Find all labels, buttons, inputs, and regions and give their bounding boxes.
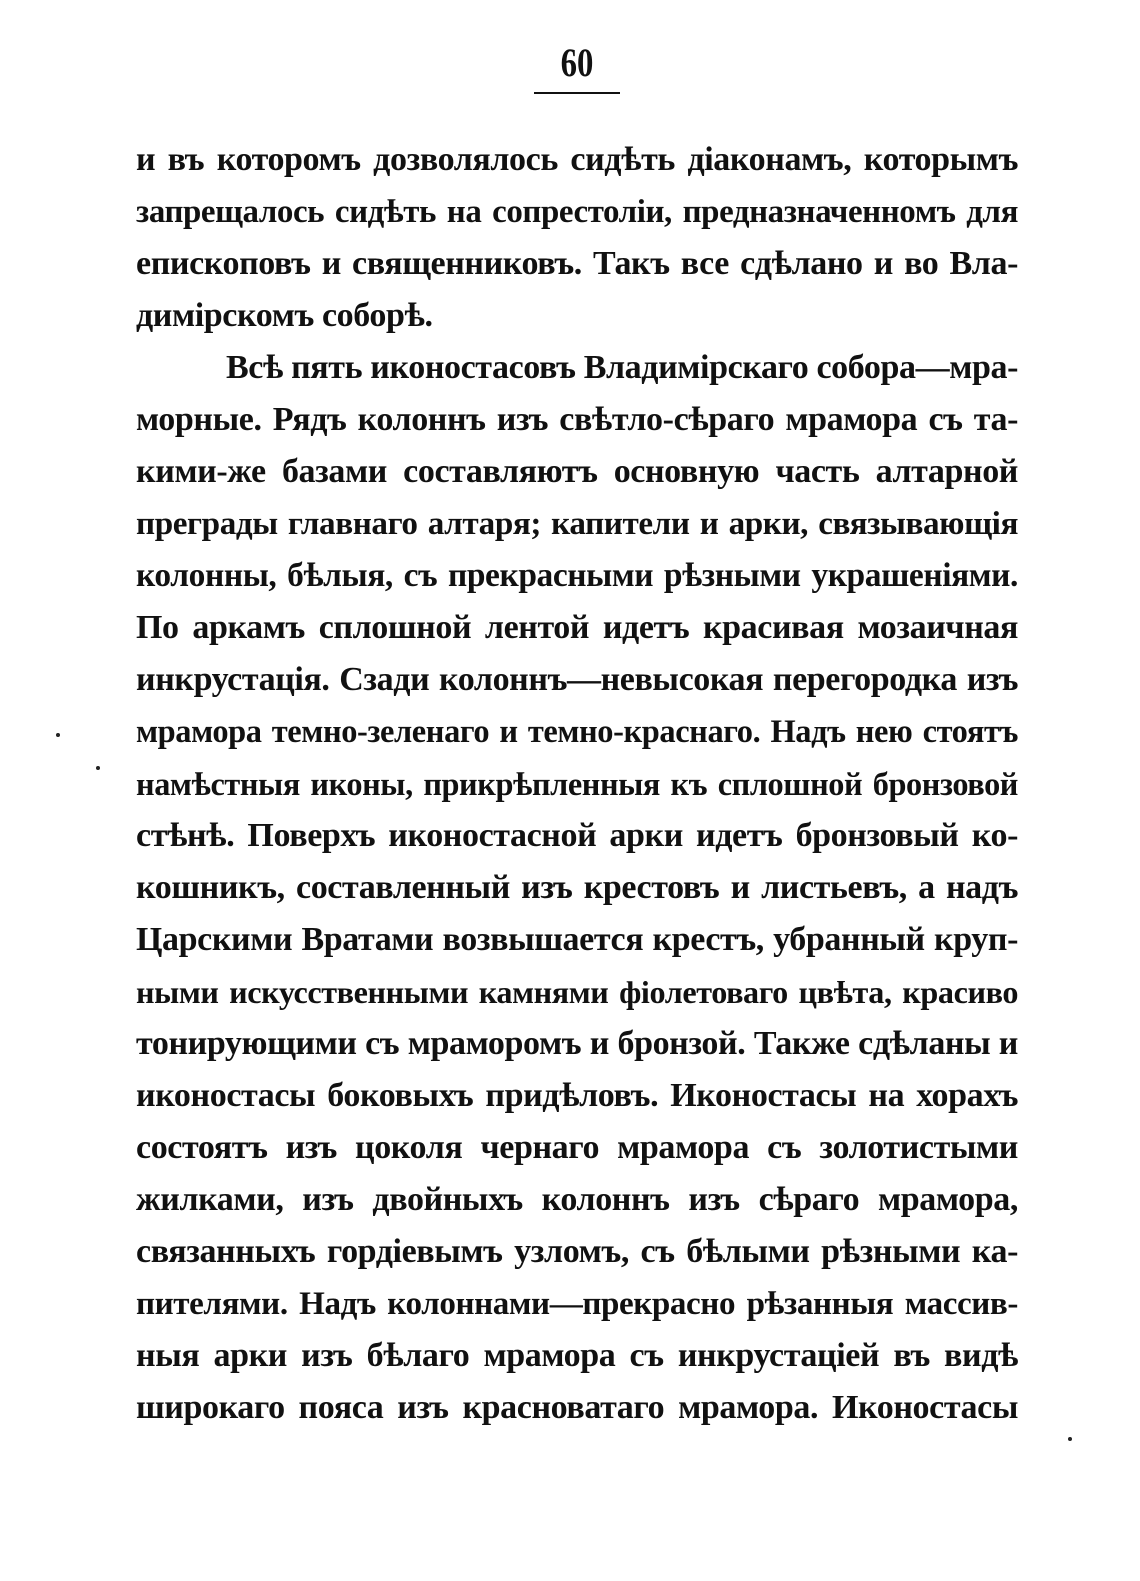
text-line: Царскими Вратами возвышается крестъ, убранный круп-	[136, 921, 1018, 958]
text-line: состоятъ изъ цоколя чернаго мрамора съ золотистыми	[136, 1129, 1018, 1166]
text-line: пителями. Надъ колоннами—прекрасно рѣзанныя массив-	[136, 1286, 1018, 1322]
text-line: связанныхъ гордіевымъ узломъ, съ бѣлыми рѣзными ка-	[136, 1233, 1018, 1270]
text-line: жилками, изъ двойныхъ колоннъ изъ сѣраго мрамора,	[136, 1181, 1018, 1218]
text-line: широкаго пояса изъ красноватаго мрамора. Иконостасы	[136, 1389, 1018, 1426]
text-line: ныя арки изъ бѣлаго мрамора съ инкрустаціей въ видѣ	[136, 1337, 1018, 1374]
paragraph-first-line: Всѣ пять иконостасовъ Владимірскаго собора—мра-	[226, 349, 1018, 386]
text-line: колонны, бѣлыя, съ прекрасными рѣзными украшеніями.	[136, 557, 1018, 594]
text-line: морные. Рядъ колоннъ изъ свѣтло-сѣраго мрамора съ та-	[136, 401, 1018, 438]
page-number: 60	[560, 40, 594, 85]
text-line: По аркамъ сплошной лентой идетъ красивая мозаичная	[136, 609, 1018, 646]
text-line: и въ которомъ дозволялось сидѣть діаконамъ, которымъ	[136, 141, 1018, 178]
text-line: запрещалось сидѣть на сопрестоліи, предназначенномъ для	[136, 194, 1018, 230]
text-line: тонирующими съ мраморомъ и бронзой. Также сдѣланы и	[136, 1025, 1018, 1062]
page-number-rule	[534, 92, 620, 94]
scan-speck	[96, 766, 100, 770]
text-line: преграды главнаго алтаря; капители и арки, связывающія	[136, 505, 1018, 542]
text-line: намѣстныя иконы, прикрѣпленныя къ сплошной бронзовой	[136, 766, 1018, 802]
text-line: кими-же базами составляютъ основную часть алтарной	[136, 453, 1018, 490]
text-line: иконостасы боковыхъ придѣловъ. Иконостасы на хорахъ	[136, 1077, 1018, 1114]
text-line: епископовъ и священниковъ. Такъ все сдѣлано и во Вла-	[136, 245, 1018, 282]
text-line: кошникъ, составленный изъ крестовъ и листьевъ, а надъ	[136, 869, 1018, 906]
text-line: димірскомъ соборѣ.	[136, 297, 433, 334]
text-line: стѣнѣ. Поверхъ иконостасной арки идетъ бронзовый ко-	[136, 817, 1018, 854]
scan-speck	[1068, 1437, 1072, 1441]
text-line: мрамора темно-зеленаго и темно-краснаго. Надъ нею стоятъ	[136, 714, 1018, 750]
text-line: инкрустація. Сзади колоннъ—невысокая перегородка изъ	[136, 661, 1018, 698]
scan-speck	[56, 733, 60, 737]
text-line: ными искусственными камнями фіолетоваго цвѣта, красиво	[136, 974, 1018, 1010]
